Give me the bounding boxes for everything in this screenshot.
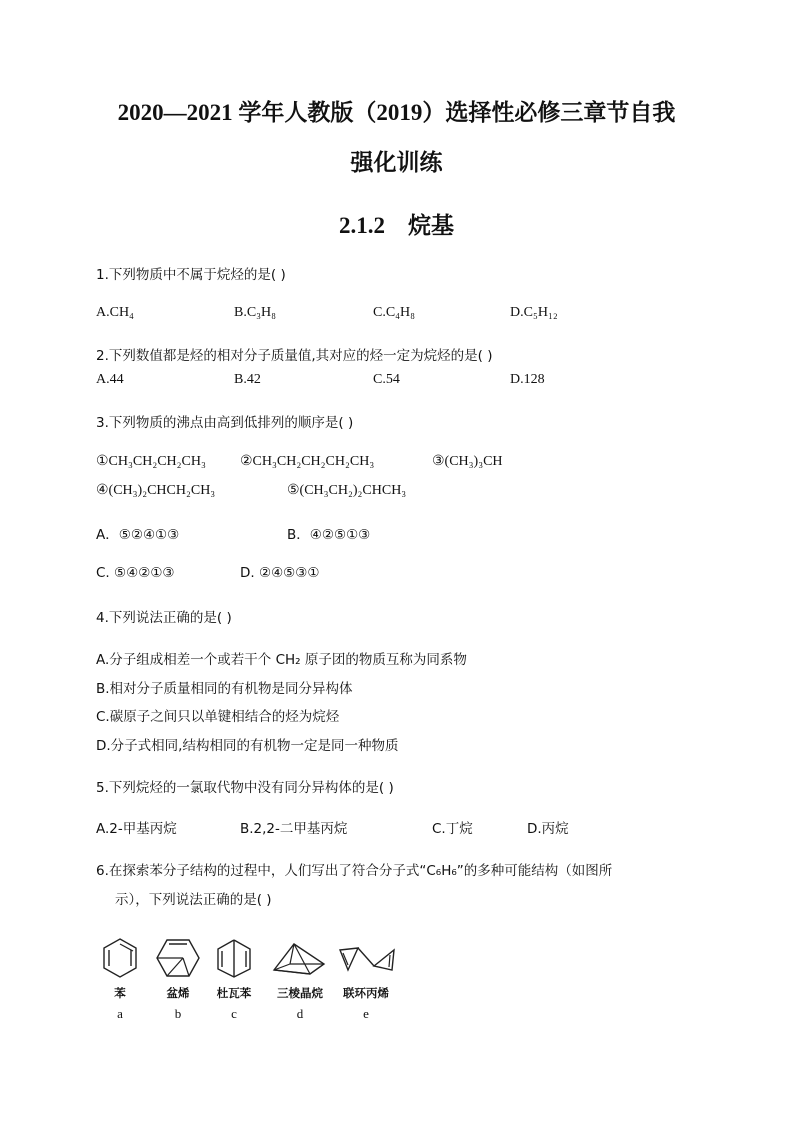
- question-3-option-c: C. ⑤④②①③: [96, 565, 175, 581]
- question-3-option-a: A．⑤②④①③: [96, 527, 180, 543]
- question-2-option-b: B.42: [234, 372, 261, 387]
- structure-d-name: 三棱晶烷: [277, 986, 323, 1000]
- question-5-stem: 5.下列烷烃的一氯取代物中没有同分异构体的是( ): [96, 780, 394, 796]
- structure-d-letter: d: [296, 1006, 304, 1021]
- question-1-stem: 1.下列物质中不属于烷烃的是( ): [96, 267, 286, 283]
- question-2-option-d: D.128: [510, 372, 545, 387]
- question-1-option-a: A.CH₄: [96, 305, 134, 320]
- structure-c-name: 杜瓦苯: [216, 986, 252, 1000]
- question-4-option-a: A.分子组成相差一个或若干个 CH₂ 原子团的物质互称为同系物: [96, 652, 467, 668]
- question-3-substance-1: ①CH₃CH₂CH₂CH₃: [96, 454, 206, 469]
- question-3-substance-3: ③(CH₃)₃CH: [432, 454, 503, 469]
- benzene-structure: [100, 936, 140, 980]
- question-4-option-b: B.相对分子质量相同的有机物是同分异构体: [96, 681, 353, 697]
- question-1-option-c: C.C₄H₈: [373, 305, 416, 320]
- structure-e-letter: e: [363, 1006, 369, 1021]
- question-1-option-b: B.C₃H₈: [234, 305, 277, 320]
- benzvalene-structure: [153, 937, 203, 979]
- question-5-option-a: A.2-甲基丙烷: [96, 821, 177, 837]
- structure-e-name: 联环丙烯: [343, 986, 389, 1000]
- question-5-option-b: B.2,2-二甲基丙烷: [240, 821, 348, 837]
- question-4-stem: 4.下列说法正确的是( ): [96, 610, 232, 626]
- question-1-option-d: D.C₅H₁₂: [510, 305, 558, 320]
- question-4-option-d: D.分子式相同,结构相同的有机物一定是同一种物质: [96, 738, 399, 754]
- question-5-option-d: D.丙烷: [527, 821, 569, 837]
- bicyclopropenyl-structure: [336, 944, 398, 974]
- question-2-stem: 2.下列数值都是烃的相对分子质量值,其对应的烃一定为烷烃的是( ): [96, 348, 493, 364]
- prismane-structure: [270, 940, 328, 978]
- page-title-line2: 强化训练: [350, 150, 443, 175]
- question-3-option-d: D. ②④⑤③①: [240, 565, 320, 581]
- question-2-option-a: A.44: [96, 372, 124, 387]
- question-2-option-c: C.54: [373, 372, 400, 387]
- question-4-option-c: C.碳原子之间只以单键相结合的烃为烷烃: [96, 709, 340, 725]
- page-title: 2020—2021 学年人教版（2019）选择性必修三章节自我: [117, 100, 676, 125]
- structure-a-name: 苯: [114, 986, 126, 1000]
- question-3-substance-2: ②CH₃CH₂CH₂CH₂CH₃: [240, 454, 375, 469]
- question-3-option-b: B．④②⑤①③: [287, 527, 371, 543]
- structure-a-letter: a: [117, 1006, 123, 1021]
- question-3-substance-5: ⑤(CH₃CH₂)₂CHCH₃: [287, 483, 407, 498]
- structure-b-letter: b: [174, 1006, 182, 1021]
- question-6-stem-line2: 示），下列说法正确的是( ): [115, 892, 272, 908]
- section-title: 2.1.2 烷基: [339, 213, 454, 238]
- question-3-substance-4: ④(CH₃)₂CHCH₂CH₃: [96, 483, 216, 498]
- question-3-stem: 3.下列物质的沸点由高到低排列的顺序是( ): [96, 415, 354, 431]
- dewar-benzene-structure: [214, 937, 254, 979]
- structure-b-name: 盆烯: [166, 986, 190, 1000]
- question-5-option-c: C.丁烷: [432, 821, 473, 837]
- question-6-stem-line1: 6.在探索苯分子结构的过程中，人们写出了符合分子式“C₆H₆”的多种可能结构（如图所: [96, 863, 613, 879]
- structure-c-letter: c: [231, 1006, 237, 1021]
